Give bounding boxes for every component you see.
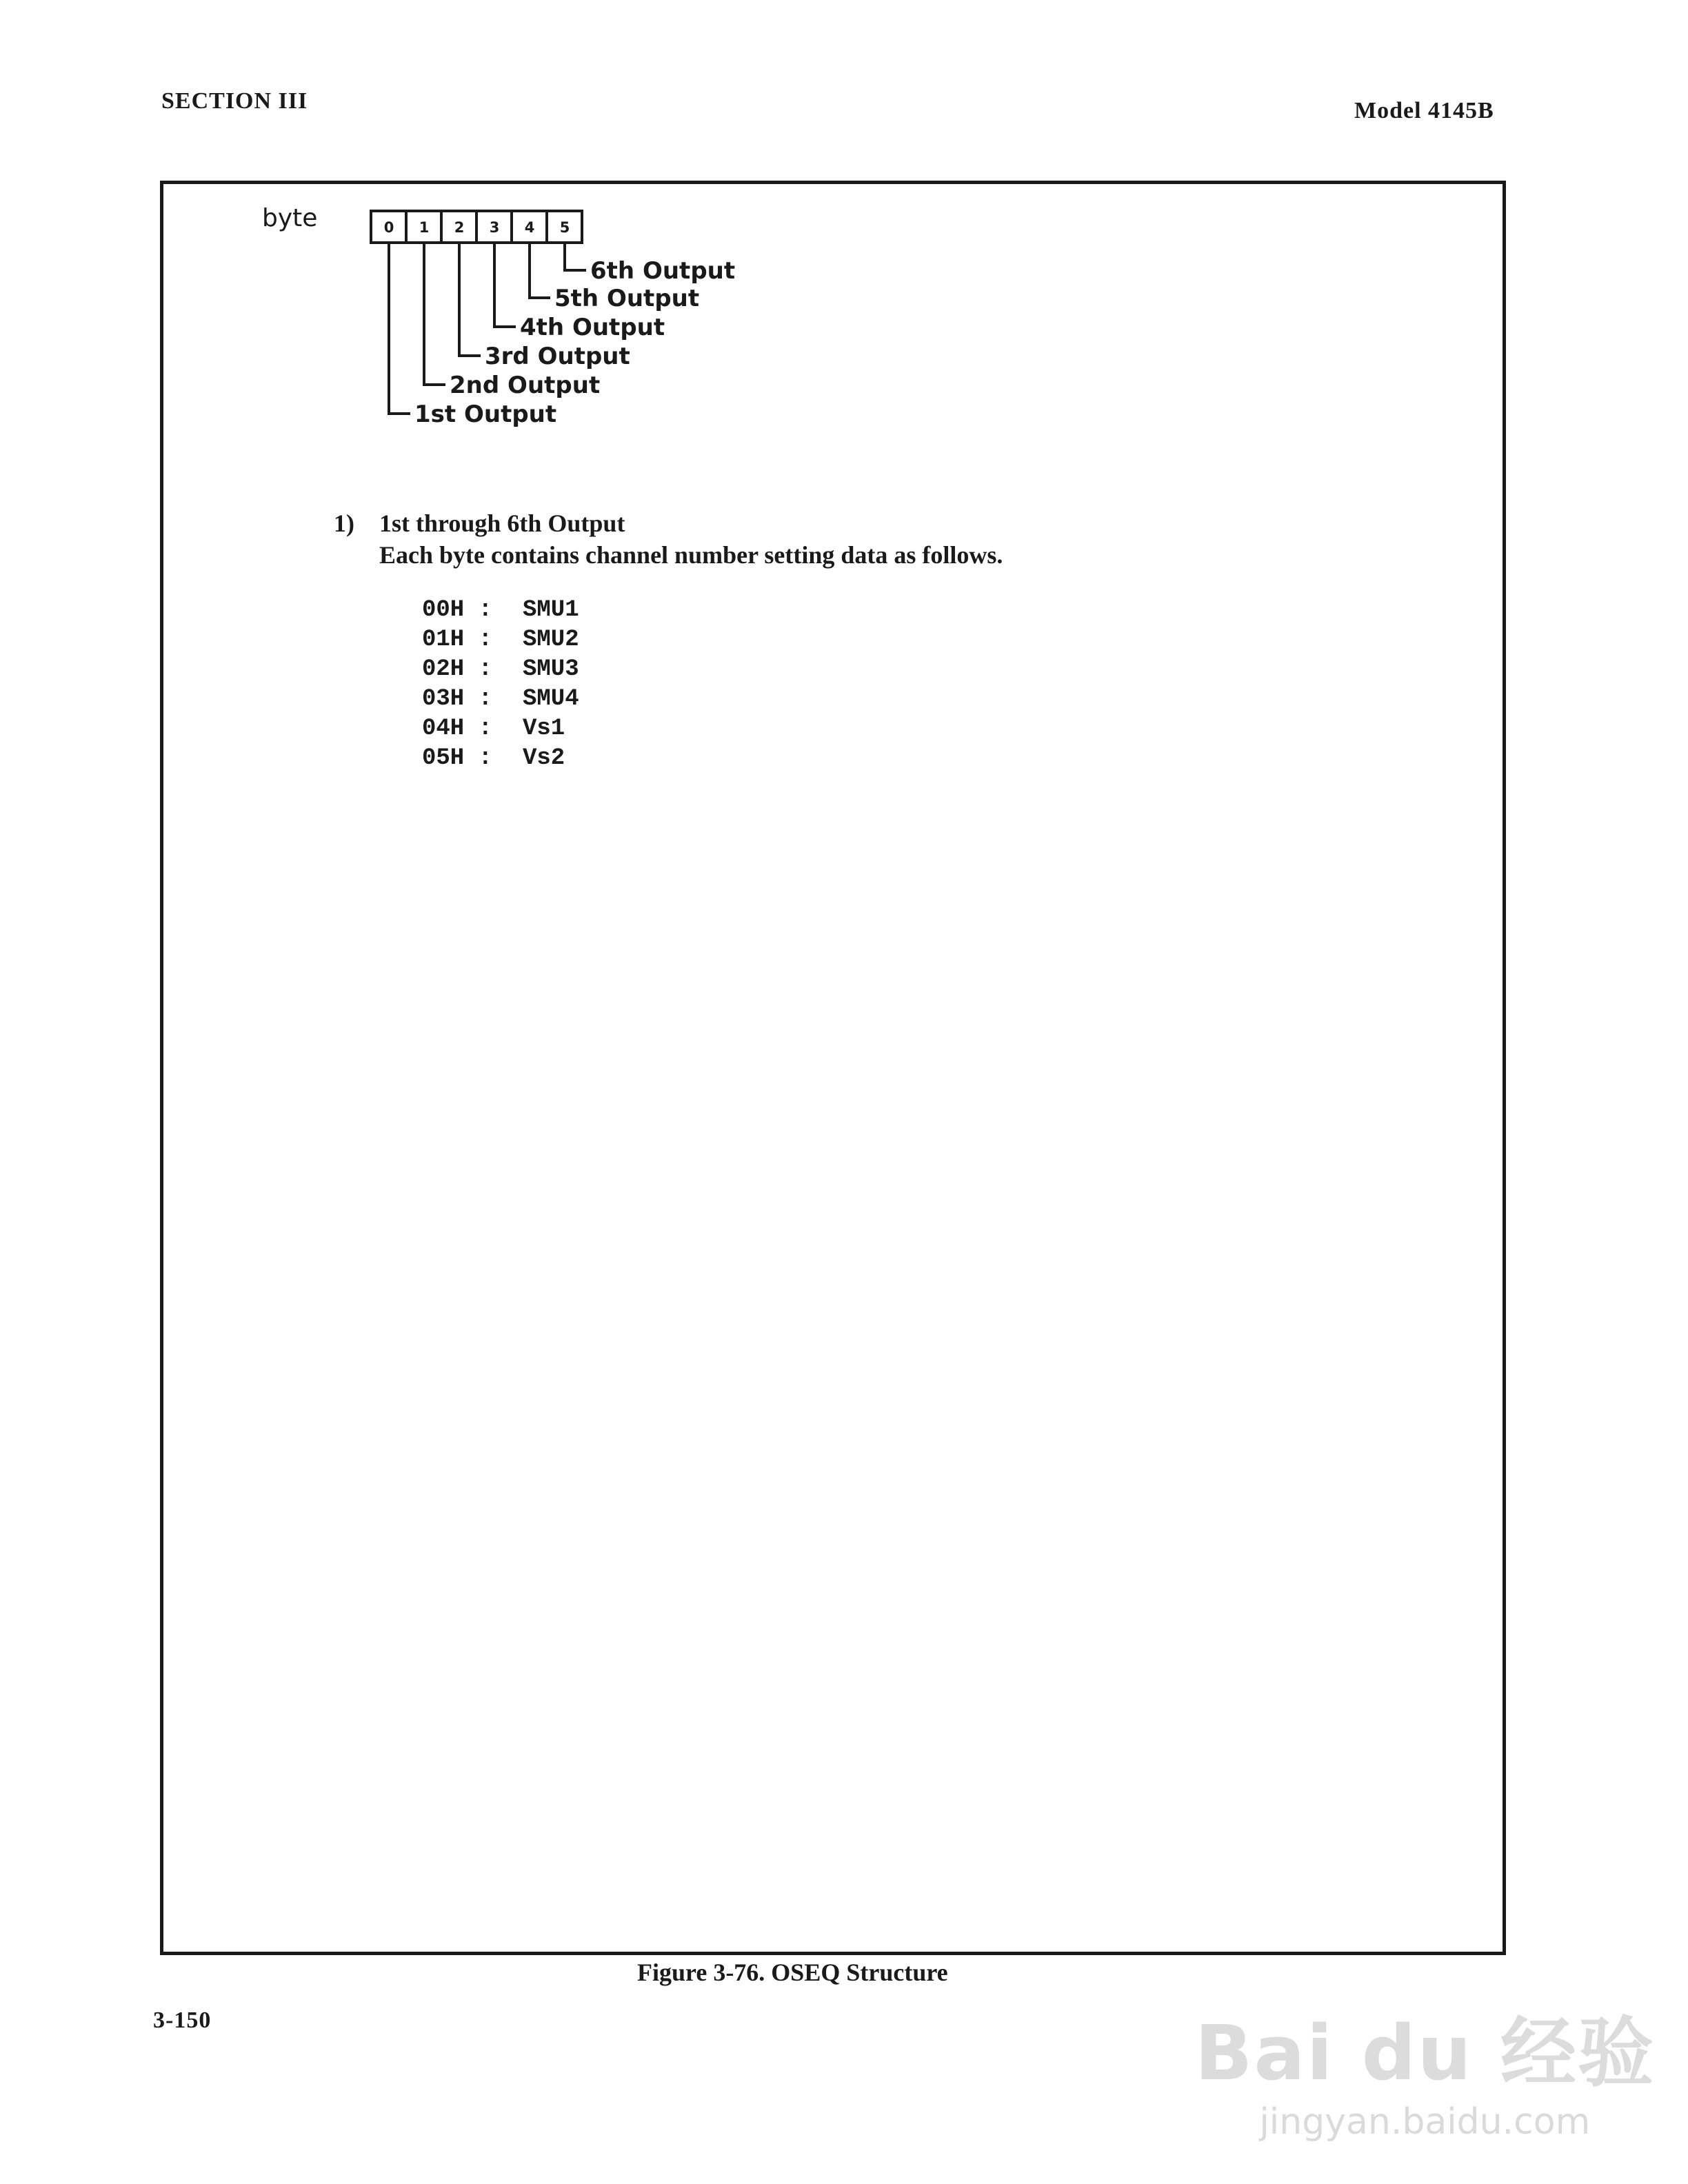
code-key: 03H : [422, 686, 493, 712]
code-value: Vs2 [523, 745, 565, 771]
byte-cell-3: 3 [489, 219, 500, 236]
byte-cell-1: 1 [419, 219, 430, 236]
item-number: 1) [334, 509, 354, 537]
output-label-5th: 5th Output [554, 285, 700, 312]
output-label-3rd: 3rd Output [485, 343, 630, 370]
page-number: 3-150 [153, 2008, 212, 2033]
byte-cell-0: 0 [383, 219, 394, 236]
output-label-4th: 4th Output [520, 314, 665, 341]
code-key: 01H : [422, 627, 493, 653]
byte-cell-4: 4 [524, 219, 535, 236]
output-label-6th: 6th Output [590, 257, 736, 285]
code-value: Vs1 [523, 716, 565, 742]
code-key: 00H : [422, 597, 493, 623]
code-value: SMU1 [523, 597, 579, 623]
byte-structure-diagram [0, 0, 1688, 483]
model-label: Model 4145B [1354, 98, 1494, 123]
code-key: 04H : [422, 716, 493, 742]
byte-cell-5: 5 [559, 219, 570, 236]
code-value: SMU3 [523, 656, 579, 682]
item-description: Each byte contains channel number setting data as follows. [379, 541, 1003, 569]
watermark [1195, 1992, 1655, 2143]
output-label-2nd: 2nd Output [450, 372, 601, 399]
watermark-logo: Bai du 经验 [1194, 2009, 1655, 2097]
item-title: 1st through 6th Output [379, 509, 625, 537]
code-key: 02H : [422, 656, 493, 682]
watermark-url: jingyan.baidu.com [1259, 2101, 1591, 2143]
byte-cell-2: 2 [454, 219, 465, 236]
figure-caption: Figure 3-76. OSEQ Structure [637, 1959, 948, 1986]
code-value: SMU2 [523, 627, 579, 653]
section-heading: SECTION III [161, 88, 308, 114]
code-value: SMU4 [523, 686, 579, 712]
output-label-1st: 1st Output [414, 401, 557, 428]
byte-label: byte [262, 204, 318, 232]
code-key: 05H : [422, 745, 493, 771]
